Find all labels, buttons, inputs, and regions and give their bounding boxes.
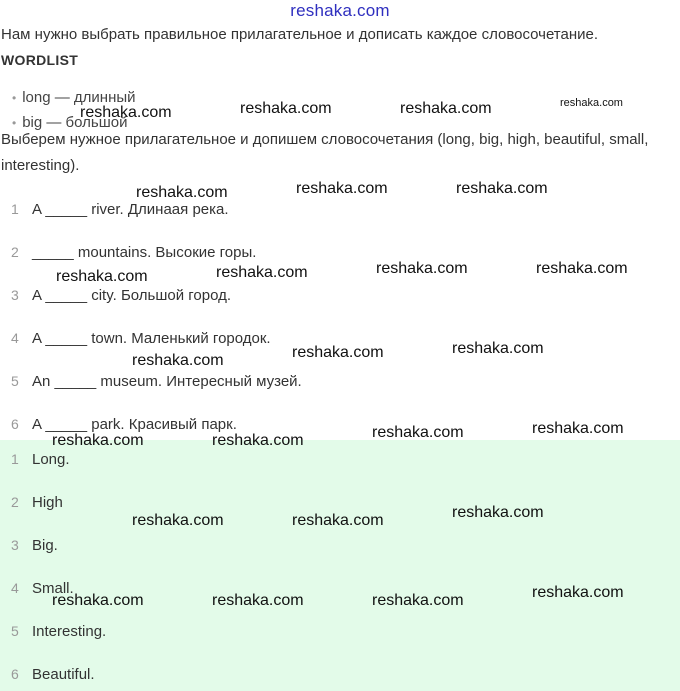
exercise-text: A _____ town. Маленький городок.: [32, 330, 271, 347]
row-number: 6: [11, 666, 19, 682]
watermark: reshaka.com: [376, 260, 468, 277]
watermark: reshaka.com: [292, 512, 384, 529]
watermark: reshaka.com: [132, 512, 224, 529]
watermark: reshaka.com: [292, 344, 384, 361]
row-number: 4: [11, 580, 19, 596]
answer-text: Interesting.: [32, 623, 107, 640]
watermark: reshaka.com: [80, 104, 172, 121]
exercise-text: A _____ river. Длинаая река.: [32, 201, 229, 218]
exercise-text: A _____ city. Большой город.: [32, 287, 232, 304]
site-header-link[interactable]: reshaka.com: [290, 1, 390, 20]
row-number: 2: [11, 494, 19, 510]
watermark: reshaka.com: [372, 592, 464, 609]
watermark: reshaka.com: [452, 340, 544, 357]
answers-panel: [0, 440, 680, 691]
watermark: reshaka.com: [136, 184, 228, 201]
bullet-icon: •: [12, 91, 17, 105]
exercise-text: A _____ park. Красивый парк.: [32, 416, 237, 433]
row-number: 5: [11, 373, 19, 389]
row-number: 2: [11, 244, 19, 260]
watermark: reshaka.com: [216, 264, 308, 281]
watermark: reshaka.com: [560, 97, 623, 109]
answer-text: Beautiful.: [32, 666, 95, 683]
watermark: reshaka.com: [452, 504, 544, 521]
exercise-text: _____ mountains. Высокие горы.: [32, 244, 257, 261]
watermark: reshaka.com: [536, 260, 628, 277]
row-number: 1: [11, 451, 19, 467]
watermark: reshaka.com: [212, 592, 304, 609]
watermark: reshaka.com: [240, 100, 332, 117]
watermark: reshaka.com: [532, 420, 624, 437]
watermark: reshaka.com: [212, 432, 304, 449]
wordlist-item: • big — большой: [12, 114, 128, 131]
answer-text: Small.: [32, 580, 74, 597]
watermark: reshaka.com: [532, 584, 624, 601]
watermark: reshaka.com: [296, 180, 388, 197]
wordlist-title: WORDLIST: [1, 52, 79, 68]
answer-text: Big.: [32, 537, 58, 554]
watermark: reshaka.com: [56, 268, 148, 285]
watermark: reshaka.com: [372, 424, 464, 441]
answer-text: High: [32, 494, 63, 511]
row-number: 1: [11, 201, 19, 217]
bullet-icon: •: [12, 116, 17, 130]
instruction-text: Выберем нужное прилагательное и допишем словосочетания (long, big, high, beautiful, small, interesting).: [1, 131, 649, 174]
row-number: 6: [11, 416, 19, 432]
watermark: reshaka.com: [132, 352, 224, 369]
watermark: reshaka.com: [52, 592, 144, 609]
row-number: 3: [11, 537, 19, 553]
answer-text: Long.: [32, 451, 70, 468]
row-number: 5: [11, 623, 19, 639]
row-number: 4: [11, 330, 19, 346]
row-number: 3: [11, 287, 19, 303]
wordlist-item: • long — длинный: [12, 89, 136, 106]
exercise-text: An _____ museum. Интересный музей.: [32, 373, 302, 390]
watermark: reshaka.com: [52, 432, 144, 449]
task-intro: Нам нужно выбрать правильное прилагательное и дописать каждое словосочетание.: [1, 26, 599, 43]
watermark: reshaka.com: [456, 180, 548, 197]
watermark: reshaka.com: [400, 100, 492, 117]
